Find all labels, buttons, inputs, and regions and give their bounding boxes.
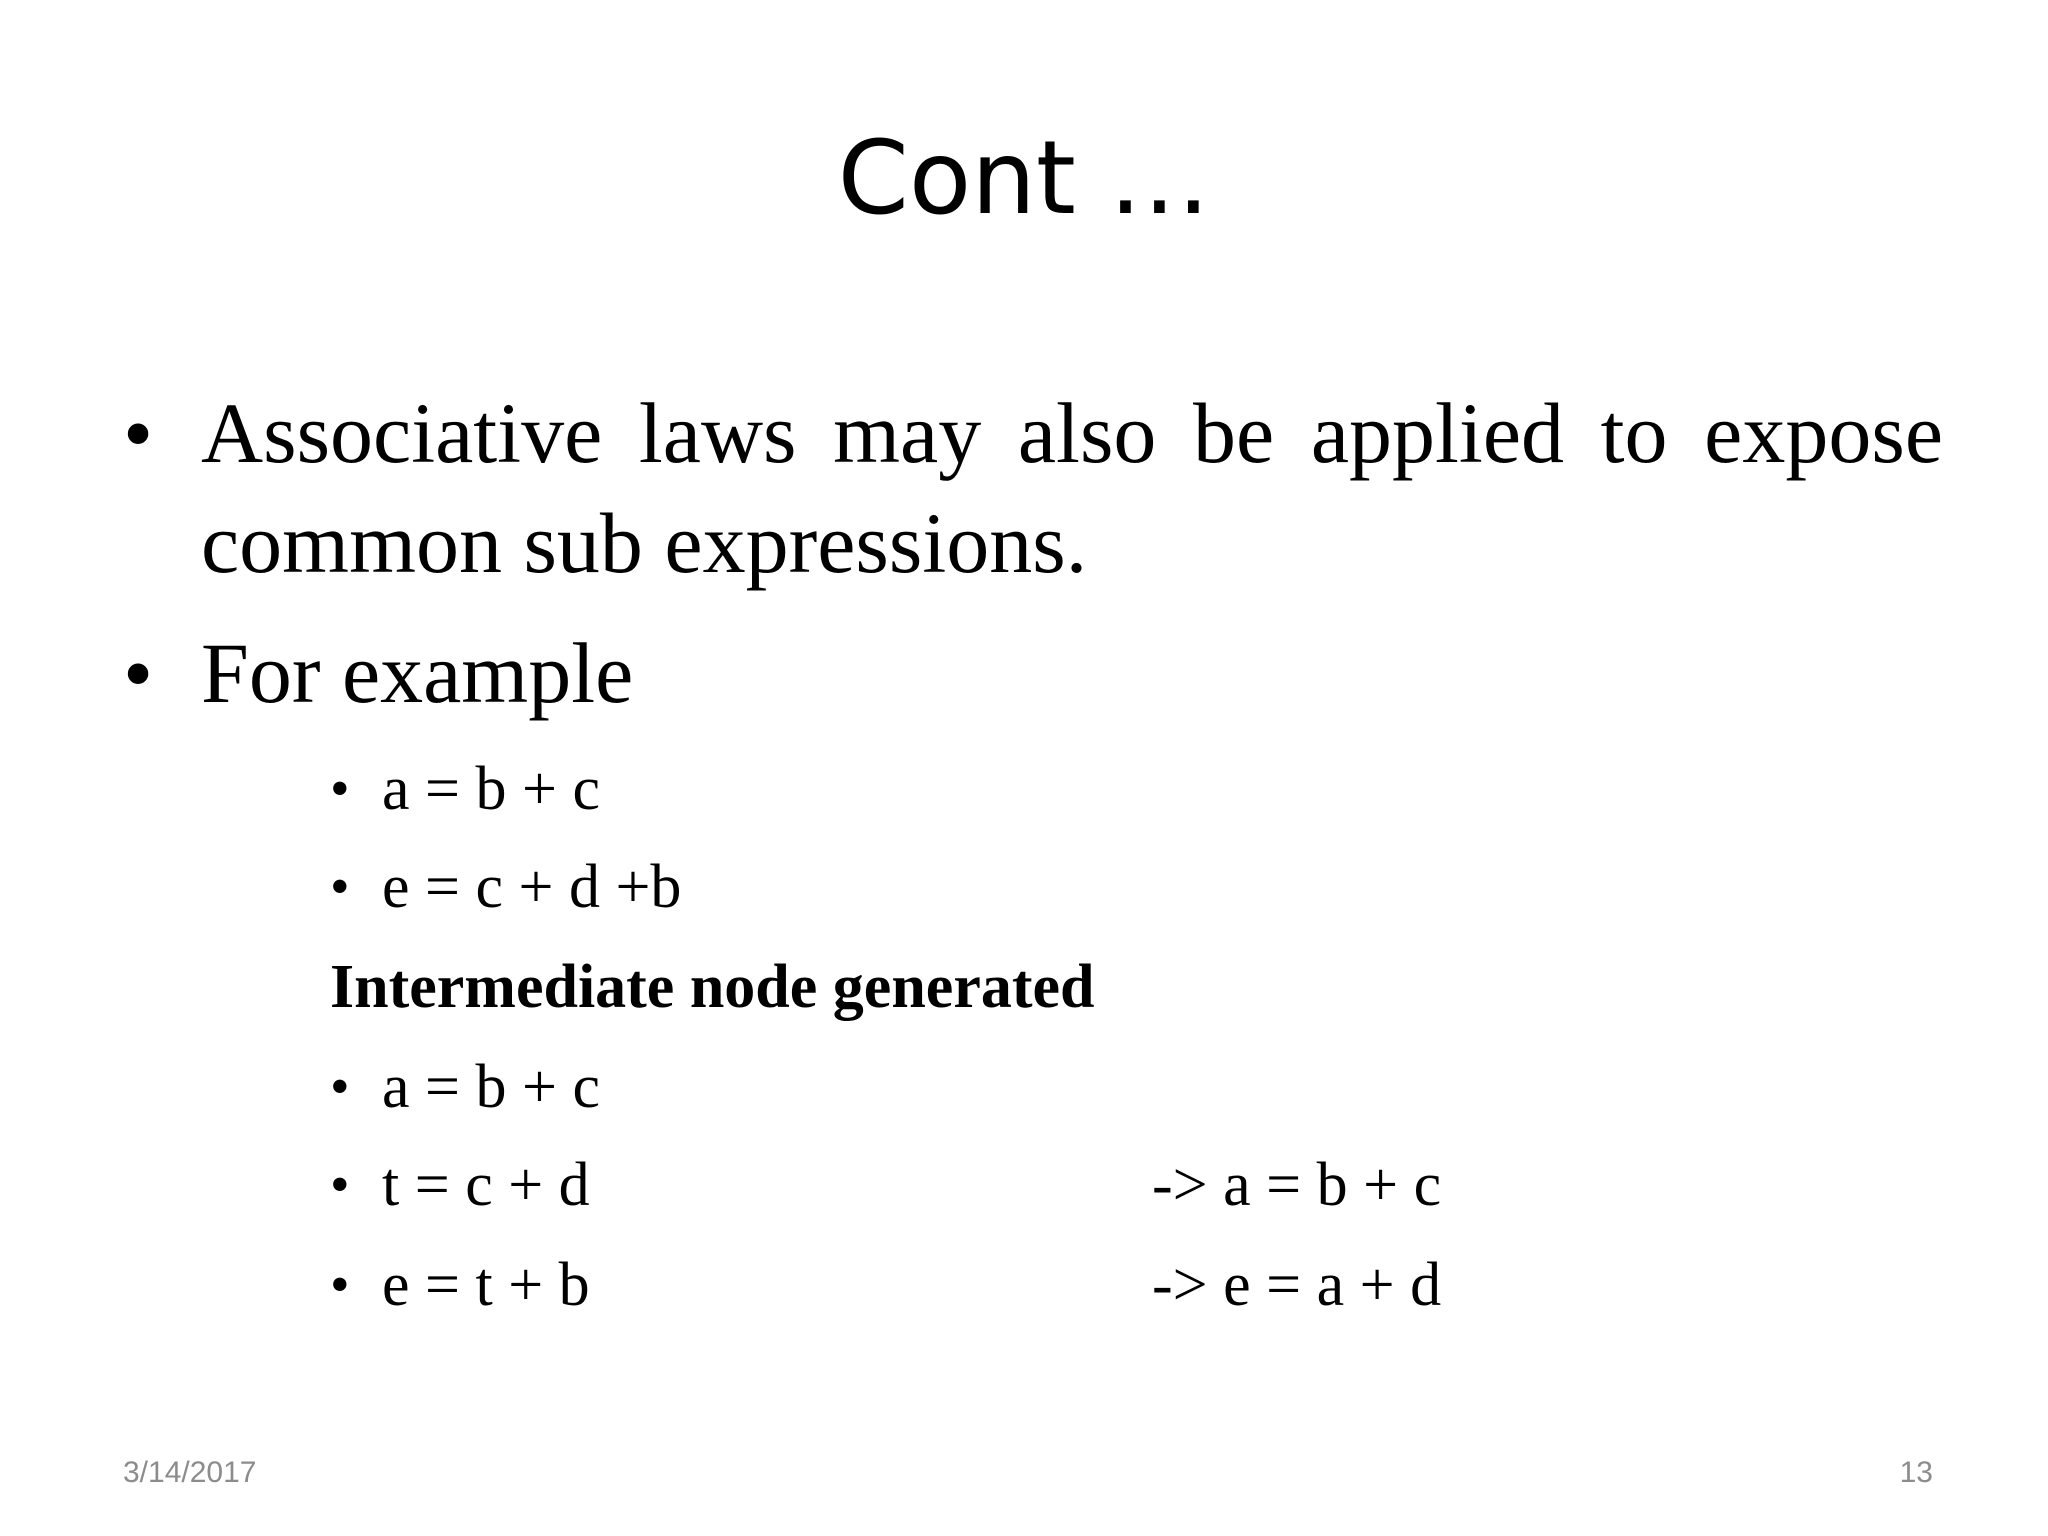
intermediate-expression: t = c + d (382, 1151, 590, 1219)
sub-bullet-dot: • (330, 1254, 350, 1316)
bullet-text: For example (201, 625, 634, 721)
footer-page-number: 13 (1899, 1456, 1933, 1489)
intermediate-expression: a = b + c (382, 1053, 600, 1121)
bullet-for-example (123, 618, 1943, 728)
example-expression: e = c + d +b (382, 853, 682, 921)
rewrite-result: -> a = b + c (1152, 1151, 1442, 1219)
slide-title: Cont … (837, 119, 1211, 238)
bullet-text: Associative laws may also be applied to expose common sub expressions. (201, 385, 1943, 591)
sub-bullet-dot: • (330, 856, 350, 918)
sub-bullet-dot: • (330, 1056, 350, 1118)
bullet-dot: • (123, 625, 154, 721)
intermediate-heading: Intermediate node generated (330, 953, 1095, 1021)
example-expression: a = b + c (382, 755, 600, 823)
rewrite-result: -> e = a + d (1152, 1251, 1442, 1319)
bullet-dot: • (123, 385, 154, 481)
sub-bullet-dot: • (330, 1154, 350, 1216)
footer-date: 3/14/2017 (123, 1456, 257, 1489)
intermediate-expression: e = t + b (382, 1251, 590, 1319)
bullet-associative-laws (123, 378, 1943, 598)
sub-bullet-dot: • (330, 758, 350, 820)
